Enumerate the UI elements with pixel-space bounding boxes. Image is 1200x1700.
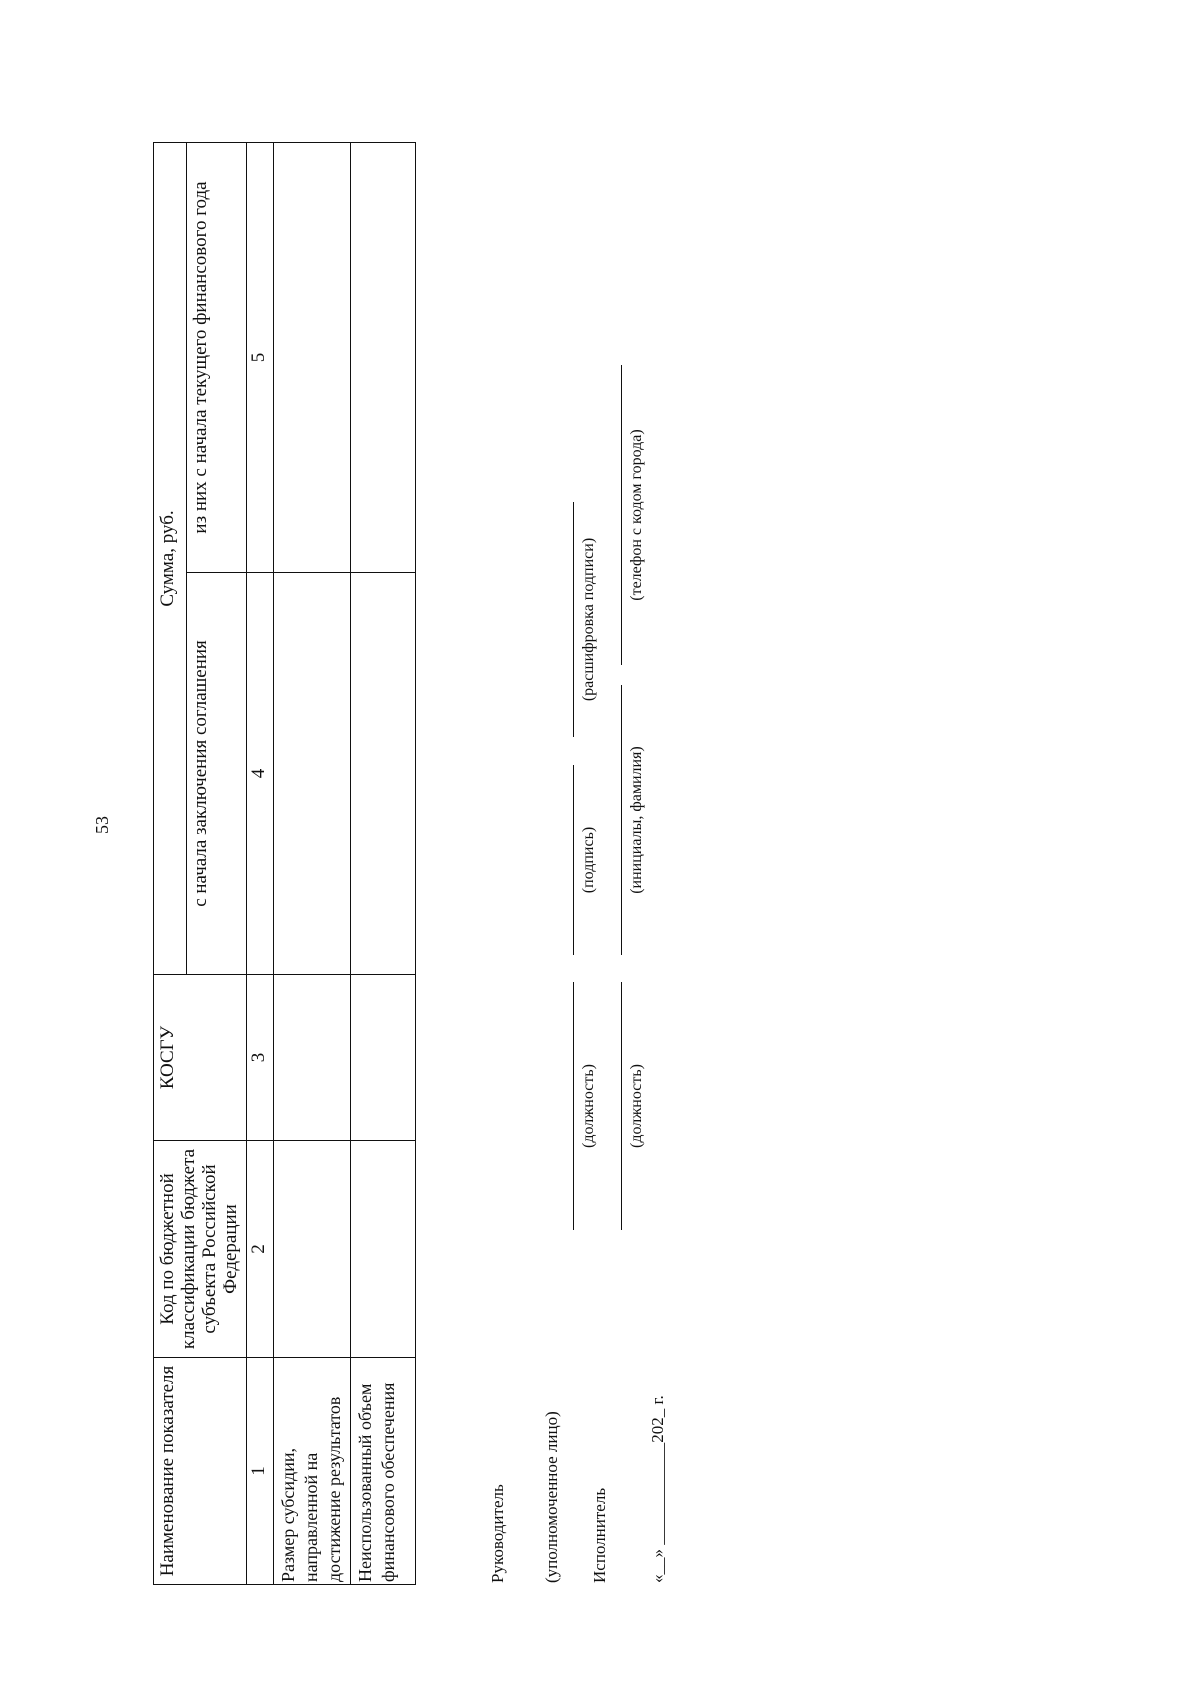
column-number-row	[246, 143, 273, 1585]
executor-phone-hint: (телефон с кодом города)	[628, 429, 645, 601]
date-line: «__» ____________202_ г.	[648, 1395, 667, 1583]
report-table	[153, 142, 416, 1585]
executor-label: Исполнитель	[590, 1487, 609, 1583]
header-sum-since-agreement: с начала заключения соглашения	[187, 573, 246, 975]
column-number: 1	[246, 1358, 273, 1585]
column-number: 3	[246, 975, 273, 1141]
executor-name-line	[621, 685, 622, 955]
row-kosgu	[273, 975, 350, 1141]
header-sum-current-year: из них с начала текущего финансового года	[187, 143, 246, 573]
table-row	[350, 143, 415, 1585]
table-row	[273, 143, 350, 1585]
header-kosgu: КОСГУ	[154, 975, 247, 1141]
row-kosgu	[350, 975, 415, 1141]
row-name: Неиспользованный объем финансового обеспечения	[350, 1358, 415, 1585]
executor-name-hint: (инициалы, фамилия)	[628, 746, 645, 894]
row-budget-code	[273, 1141, 350, 1358]
header-sum: Сумма, руб.	[154, 143, 187, 975]
table-header-row	[154, 143, 187, 1585]
head-sub-label: (уполномоченное лицо)	[542, 1411, 561, 1583]
row-sum-agreement	[350, 573, 415, 975]
row-name: Размер субсидии, направленной на достижение результатов	[273, 1358, 350, 1585]
executor-position-line	[621, 982, 622, 1230]
row-sum-year	[273, 143, 350, 573]
header-budget-code: Код по бюджетной классификации бюджета субъекта Российской Федерации	[154, 1141, 247, 1358]
executor-position-hint: (должность)	[628, 1064, 645, 1148]
header-indicator: Наименование показателя	[154, 1358, 247, 1585]
row-sum-year	[350, 143, 415, 573]
head-label: Руководитель	[488, 1484, 507, 1583]
row-budget-code	[350, 1141, 415, 1358]
row-sum-agreement	[273, 573, 350, 975]
head-sign-hint: (подпись)	[580, 826, 597, 894]
head-position-line	[573, 982, 574, 1230]
head-decode-hint: (расшифровка подписи)	[580, 537, 597, 702]
head-decode-line	[573, 502, 574, 737]
page-number: 53	[92, 816, 112, 834]
column-number: 5	[246, 143, 273, 573]
head-position-hint: (должность)	[580, 1064, 597, 1148]
column-number: 2	[246, 1141, 273, 1358]
executor-phone-line	[621, 365, 622, 665]
column-number: 4	[246, 573, 273, 975]
head-sign-line	[573, 765, 574, 955]
